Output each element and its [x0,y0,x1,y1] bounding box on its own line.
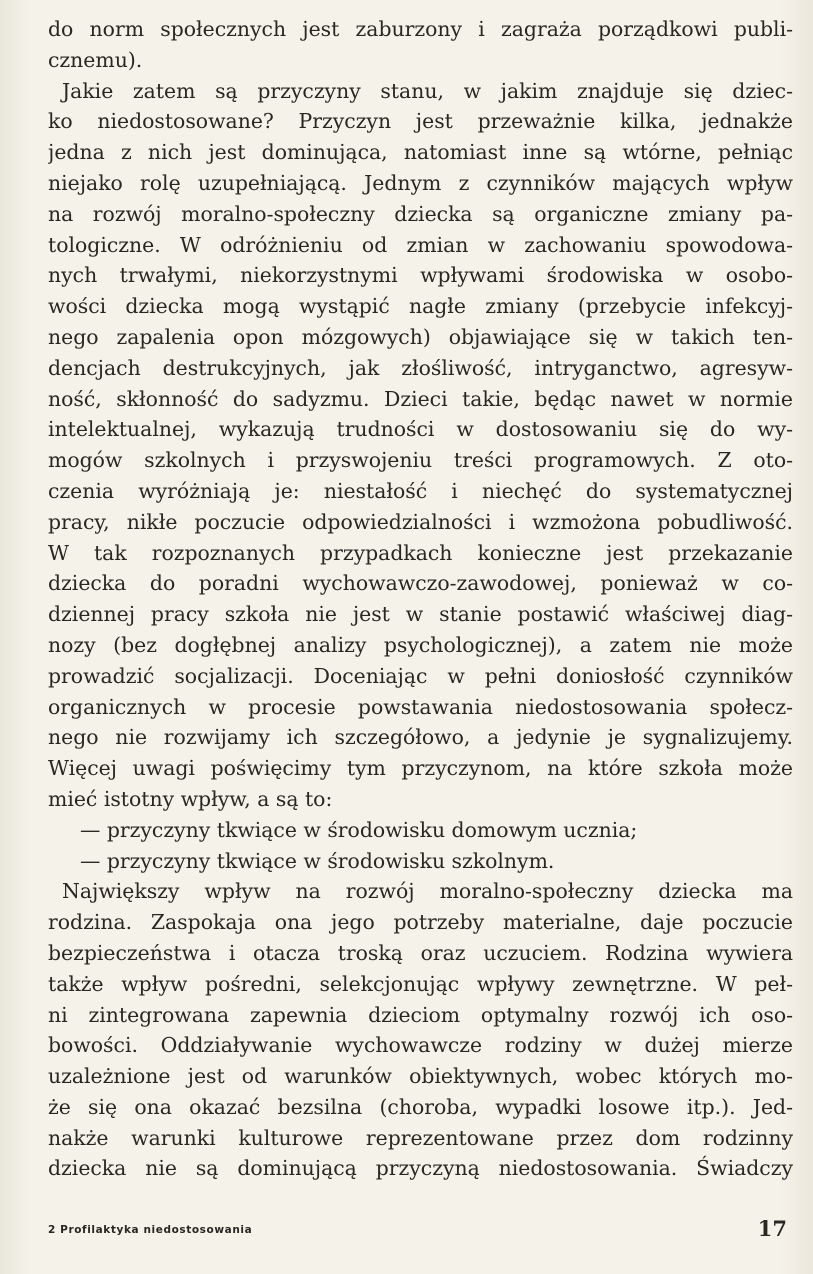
list-item: — przyczyny tkwiące w środowisku domowym ucznia; [80,817,638,842]
text-line: dziecka nie są dominującą przyczyną niedostosowania. Świadczy [48,1156,793,1181]
text-line: nego nie rozwijamy ich szczegółowo, a jedynie je sygnalizujemy. [48,725,793,750]
text-line: rodzina. Zaspokaja ona jego potrzeby materialne, daje poczucie [48,910,793,935]
text-line: czenia wyróżniają je: niestałość i niechęć do systematycznej [48,478,793,503]
text-line: mieć istotny wpływ, a są to: [48,786,333,811]
text-line: tologiczne. W odróżnieniu od zmian w zachowaniu spowodowa- [48,232,793,257]
text-line: nego zapalenia opon mózgowych) objawiające się w takich ten- [48,324,793,349]
text-line: na rozwój moralno-społeczny dziecka są organiczne zmiany pa- [48,201,793,226]
list-item: — przyczyny tkwiące w środowisku szkolnym. [80,848,555,873]
text-line: ni zintegrowana zapewnia dzieciom optymalny rozwój ich oso- [48,1002,793,1027]
text-line: Więcej uwagi poświęcimy tym przyczynom, na które szkoła może [48,756,793,781]
text-line: prowadzić socjalizacji. Doceniając w pełni doniosłość czynników [48,663,793,688]
text-line: że się ona okazać bezsilna (choroba, wypadki losowe itp.). Jed- [48,1094,793,1119]
text-line: ność, skłonność do sadyzmu. Dzieci takie, będąc nawet w normie [48,386,793,411]
text-line: W tak rozpoznanych przypadkach konieczne jest przekazanie [48,540,793,565]
text-line: Jakie zatem są przyczyny stanu, w jakim znajduje się dziec- [62,78,793,103]
text-line: uzależnione jest od warunków obiektywnych, wobec których mo- [48,1064,793,1089]
text-line: mogów szkolnych i przyswojeniu treści programowych. Z oto- [48,448,793,473]
text-line: dziecka do poradni wychowawczo-zawodowej, ponieważ w co- [48,571,793,596]
text-line: organicznych w procesie powstawania niedostosowania społecz- [48,694,793,719]
text-line: nozy (bez dogłębnej analizy psychologicznej), a zatem nie może [48,632,793,657]
body-text [48,14,793,1184]
text-line: intelektualnej, wykazują trudności w dostosowaniu się do wy- [48,417,793,442]
text-line: dencjach destrukcyjnych, jak złośliwość, intryganctwo, agresyw- [48,355,793,380]
text-line: pracy, nikłe poczucie odpowiedzialności i wzmożona pobudliwość. [48,509,793,534]
text-line: wości dziecka mogą wystąpić nagłe zmiany (przebycie infekcyj- [48,294,793,319]
text-line: bowości. Oddziaływanie wychowawcze rodziny w dużej mierze [48,1033,793,1058]
page-number: 17 [757,1216,787,1241]
text-line: jedna z nich jest dominująca, natomiast inne są wtórne, pełniąc [48,140,793,165]
text-line: ko niedostosowane? Przyczyn jest przeważnie kilka, jednakże [48,109,793,134]
text-line: także wpływ pośredni, selekcjonując wpływy zewnętrzne. W peł- [48,971,793,996]
text-line: cznemu). [48,47,143,72]
text-line: nych trwałymi, niekorzystnymi wpływami środowiska w osobo- [48,263,793,288]
footer-signature: 2 Profilaktyka niedostosowania [48,1224,253,1236]
text-line: niejako rolę uzupełniającą. Jednym z czynników mających wpływ [48,170,793,195]
text-line: bezpieczeństwa i otacza troską oraz uczuciem. Rodzina wywiera [48,940,793,965]
text-line: nakże warunki kulturowe reprezentowane przez dom rodzinny [48,1125,793,1150]
text-line: do norm społecznych jest zaburzony i zagraża porządkowi publi- [48,17,793,41]
text-line: dziennej pracy szkoła nie jest w stanie postawić właściwej diag- [48,602,793,627]
text-line: Największy wpływ na rozwój moralno-społeczny dziecka ma [62,879,793,904]
